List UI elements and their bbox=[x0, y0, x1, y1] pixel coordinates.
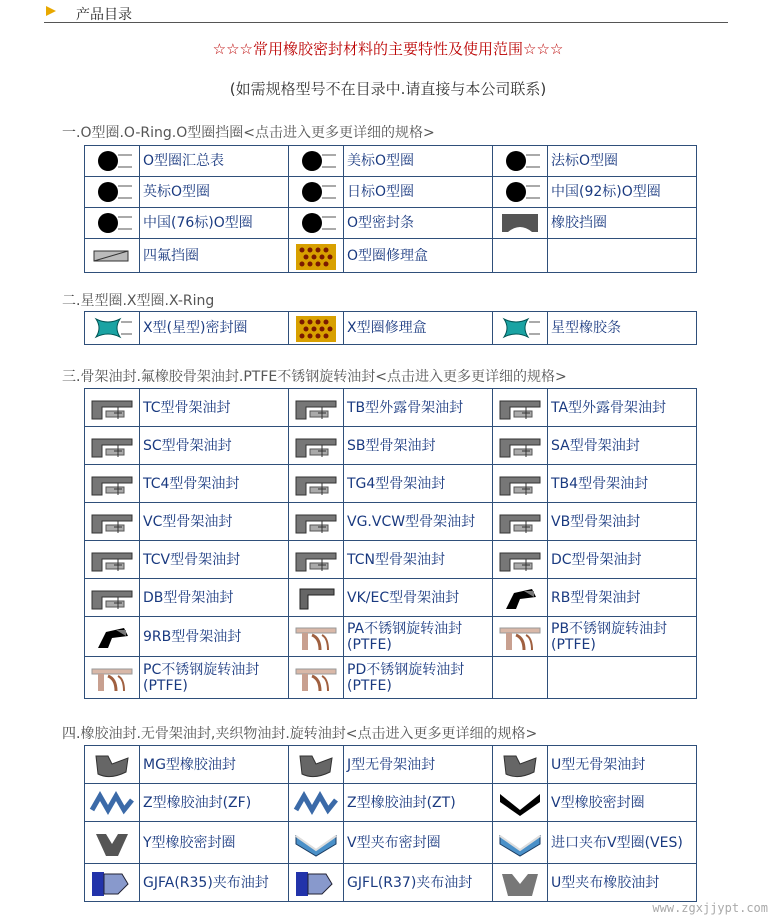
product-link[interactable]: Z型橡胶油封(ZF) bbox=[140, 784, 289, 822]
product-link[interactable]: PB不锈钢旋转油封(PTFE) bbox=[548, 617, 697, 657]
v-seal-icon bbox=[496, 788, 544, 818]
product-image-cell[interactable] bbox=[85, 177, 140, 208]
oil-seal-icon bbox=[292, 431, 340, 461]
section-1-link[interactable]: O型圈.O-Ring.O型圈挡圈<点击进入更多更详细的规格> bbox=[80, 125, 435, 141]
oil-seal-icon bbox=[496, 431, 544, 461]
rubber-seal-icon bbox=[496, 750, 544, 780]
o-ring-icon bbox=[292, 146, 340, 176]
oil-seal-icon bbox=[292, 469, 340, 499]
product-image-cell[interactable] bbox=[85, 864, 140, 902]
section-2-label: 二. bbox=[62, 293, 81, 309]
section-1-table bbox=[84, 145, 697, 273]
product-link[interactable]: DB型骨架油封 bbox=[140, 579, 289, 617]
section-2-table bbox=[84, 311, 697, 345]
product-image-cell[interactable] bbox=[289, 864, 344, 902]
product-image-cell[interactable] bbox=[493, 579, 548, 617]
ptfe-ring-icon bbox=[88, 241, 136, 271]
product-link[interactable]: TB4型骨架油封 bbox=[548, 465, 697, 503]
product-image-cell[interactable] bbox=[289, 208, 344, 239]
product-image-cell[interactable] bbox=[289, 312, 344, 345]
product-image-cell[interactable] bbox=[493, 864, 548, 902]
product-image-cell[interactable] bbox=[85, 822, 140, 864]
product-image-cell[interactable] bbox=[85, 503, 140, 541]
product-link[interactable]: Y型橡胶密封圈 bbox=[140, 822, 289, 864]
table-row bbox=[85, 208, 697, 239]
ptfe-seal-icon bbox=[292, 663, 340, 693]
oil-seal-icon bbox=[88, 431, 136, 461]
empty-cell bbox=[548, 239, 697, 273]
x-ring-icon bbox=[88, 313, 136, 343]
table-row bbox=[85, 427, 697, 465]
o-ring-icon bbox=[292, 208, 340, 238]
section-1-title[interactable] bbox=[62, 122, 435, 142]
table-row bbox=[85, 177, 697, 208]
product-link[interactable]: 橡胶挡圈 bbox=[548, 208, 697, 239]
empty-cell bbox=[493, 657, 548, 699]
product-image-cell[interactable] bbox=[289, 784, 344, 822]
product-image-cell[interactable] bbox=[85, 208, 140, 239]
product-image-cell[interactable] bbox=[85, 617, 140, 657]
oil-seal-icon bbox=[88, 469, 136, 499]
empty-cell bbox=[493, 239, 548, 273]
product-image-cell[interactable] bbox=[289, 427, 344, 465]
table-row bbox=[85, 541, 697, 579]
product-link[interactable]: VK/EC型骨架油封 bbox=[344, 579, 493, 617]
product-image-cell[interactable] bbox=[289, 503, 344, 541]
backup-ring-icon bbox=[496, 208, 544, 238]
arrow-icon bbox=[46, 6, 56, 16]
product-link[interactable]: 英标O型圈 bbox=[140, 177, 289, 208]
product-image-cell[interactable] bbox=[289, 579, 344, 617]
zf-seal-icon bbox=[292, 788, 340, 818]
zf-seal-icon bbox=[88, 788, 136, 818]
o-ring-icon bbox=[496, 177, 544, 207]
product-link[interactable]: TB型外露骨架油封 bbox=[344, 389, 493, 427]
oil-seal-icon bbox=[292, 507, 340, 537]
product-image-cell[interactable] bbox=[289, 746, 344, 784]
section-3-link[interactable]: 骨架油封.氟橡胶骨架油封.PTFE不锈钢旋转油封<点击进入更多更详细的规格> bbox=[80, 369, 567, 385]
section-4-table bbox=[84, 745, 697, 902]
oil-seal-icon bbox=[88, 507, 136, 537]
oil-seal-icon bbox=[88, 583, 136, 613]
product-image-cell[interactable] bbox=[493, 465, 548, 503]
product-link[interactable]: 四氟挡圈 bbox=[140, 239, 289, 273]
section-4-title[interactable] bbox=[62, 723, 537, 743]
oil-seal-icon bbox=[88, 393, 136, 423]
product-link[interactable]: O型圈修理盒 bbox=[344, 239, 493, 273]
product-link[interactable]: VC型骨架油封 bbox=[140, 503, 289, 541]
product-image-cell[interactable] bbox=[493, 617, 548, 657]
ptfe-seal-icon bbox=[292, 622, 340, 652]
oil-seal-icon bbox=[496, 469, 544, 499]
product-image-cell[interactable] bbox=[85, 541, 140, 579]
product-image-cell[interactable] bbox=[493, 389, 548, 427]
table-row bbox=[85, 389, 697, 427]
product-image-cell[interactable] bbox=[289, 177, 344, 208]
table-row bbox=[85, 239, 697, 273]
repair-box-icon bbox=[292, 313, 340, 343]
product-image-cell[interactable] bbox=[289, 657, 344, 699]
section-3-label: 三. bbox=[62, 369, 81, 385]
product-image-cell[interactable] bbox=[493, 822, 548, 864]
v-fabric-icon bbox=[292, 828, 340, 858]
product-link[interactable]: MG型橡胶油封 bbox=[140, 746, 289, 784]
product-image-cell[interactable] bbox=[289, 239, 344, 273]
product-link[interactable]: TA型外露骨架油封 bbox=[548, 389, 697, 427]
product-link[interactable]: V型夹布密封圈 bbox=[344, 822, 493, 864]
product-link[interactable]: SA型骨架油封 bbox=[548, 427, 697, 465]
table-row bbox=[85, 657, 697, 699]
product-link[interactable]: TC型骨架油封 bbox=[140, 389, 289, 427]
product-image-cell[interactable] bbox=[85, 465, 140, 503]
product-image-cell[interactable] bbox=[289, 541, 344, 579]
product-link[interactable]: SB型骨架油封 bbox=[344, 427, 493, 465]
rb-seal-icon bbox=[88, 622, 136, 652]
section-2-link: 星型圈.X型圈.X-Ring bbox=[80, 293, 215, 309]
product-image-cell[interactable] bbox=[493, 746, 548, 784]
table-row bbox=[85, 312, 697, 345]
product-image-cell[interactable] bbox=[493, 146, 548, 177]
product-link[interactable]: TCV型骨架油封 bbox=[140, 541, 289, 579]
product-link[interactable]: 日标O型圈 bbox=[344, 177, 493, 208]
section-1-label: 一. bbox=[62, 125, 81, 141]
table-row bbox=[85, 784, 697, 822]
product-image-cell[interactable] bbox=[289, 465, 344, 503]
product-link[interactable]: PC不锈钢旋转油封(PTFE) bbox=[140, 657, 289, 699]
product-link[interactable]: 进口夹布V型圈(VES) bbox=[548, 822, 697, 864]
product-image-cell[interactable] bbox=[493, 208, 548, 239]
product-link[interactable]: TC4型骨架油封 bbox=[140, 465, 289, 503]
o-ring-icon bbox=[88, 146, 136, 176]
table-row bbox=[85, 579, 697, 617]
empty-cell bbox=[548, 657, 697, 699]
product-link[interactable]: O型圈汇总表 bbox=[140, 146, 289, 177]
product-image-cell[interactable] bbox=[85, 389, 140, 427]
product-image-cell[interactable] bbox=[289, 617, 344, 657]
product-link[interactable]: Z型橡胶油封(ZT) bbox=[344, 784, 493, 822]
product-image-cell[interactable] bbox=[289, 822, 344, 864]
product-link[interactable]: X型(星型)密封圈 bbox=[140, 312, 289, 345]
product-image-cell[interactable] bbox=[493, 177, 548, 208]
rubber-seal-icon bbox=[292, 750, 340, 780]
product-image-cell[interactable] bbox=[493, 541, 548, 579]
product-image-cell[interactable] bbox=[85, 784, 140, 822]
product-image-cell[interactable] bbox=[85, 239, 140, 273]
product-image-cell[interactable] bbox=[493, 427, 548, 465]
product-link[interactable]: TCN型骨架油封 bbox=[344, 541, 493, 579]
product-link[interactable]: RB型骨架油封 bbox=[548, 579, 697, 617]
section-3-table bbox=[84, 388, 697, 699]
fabric-oil-seal-icon bbox=[292, 868, 340, 898]
page-subtitle: (如需规格型号不在目录中.请直接与本公司联系) bbox=[229, 80, 547, 98]
header-title: 产品目录 bbox=[76, 7, 132, 23]
product-link[interactable]: TG4型骨架油封 bbox=[344, 465, 493, 503]
product-link[interactable]: U型无骨架油封 bbox=[548, 746, 697, 784]
watermark: www.zgxjjypt.com bbox=[652, 901, 768, 915]
table-row bbox=[85, 465, 697, 503]
product-image-cell[interactable] bbox=[85, 746, 140, 784]
oil-seal-icon bbox=[496, 507, 544, 537]
product-image-cell[interactable] bbox=[85, 427, 140, 465]
rubber-seal-icon bbox=[88, 750, 136, 780]
product-image-cell[interactable] bbox=[493, 503, 548, 541]
product-link[interactable]: 法标O型圈 bbox=[548, 146, 697, 177]
table-row bbox=[85, 864, 697, 902]
o-ring-icon bbox=[496, 146, 544, 176]
o-ring-icon bbox=[292, 177, 340, 207]
oil-seal-icon bbox=[496, 545, 544, 575]
o-ring-icon bbox=[88, 177, 136, 207]
product-image-cell[interactable] bbox=[85, 312, 140, 345]
rb-seal-icon bbox=[496, 583, 544, 613]
product-link[interactable]: O型密封条 bbox=[344, 208, 493, 239]
product-link[interactable]: 美标O型圈 bbox=[344, 146, 493, 177]
ptfe-seal-icon bbox=[88, 663, 136, 693]
table-row bbox=[85, 617, 697, 657]
catalog-header bbox=[44, 4, 728, 23]
product-image-cell[interactable] bbox=[289, 389, 344, 427]
product-link[interactable]: 中国(76标)O型圈 bbox=[140, 208, 289, 239]
product-link[interactable]: GJFL(R37)夹布油封 bbox=[344, 864, 493, 902]
product-link[interactable]: 中国(92标)O型圈 bbox=[548, 177, 697, 208]
l-seal-icon bbox=[292, 583, 340, 613]
oil-seal-icon bbox=[496, 393, 544, 423]
table-row bbox=[85, 146, 697, 177]
x-ring-icon bbox=[496, 313, 544, 343]
product-link[interactable]: V型橡胶密封圈 bbox=[548, 784, 697, 822]
product-link[interactable]: VG.VCW型骨架油封 bbox=[344, 503, 493, 541]
oil-seal-icon bbox=[292, 393, 340, 423]
section-4-label: 四. bbox=[62, 726, 81, 742]
product-image-cell[interactable] bbox=[85, 579, 140, 617]
product-image-cell[interactable] bbox=[85, 657, 140, 699]
oil-seal-icon bbox=[292, 545, 340, 575]
product-image-cell[interactable] bbox=[289, 146, 344, 177]
table-row bbox=[85, 503, 697, 541]
u-fabric-icon bbox=[496, 868, 544, 898]
product-link[interactable]: J型无骨架油封 bbox=[344, 746, 493, 784]
product-link[interactable]: PD不锈钢旋转油封(PTFE) bbox=[344, 657, 493, 699]
oil-seal-icon bbox=[88, 545, 136, 575]
o-ring-icon bbox=[88, 208, 136, 238]
product-link[interactable]: PA不锈钢旋转油封(PTFE) bbox=[344, 617, 493, 657]
v-fabric-icon bbox=[496, 828, 544, 858]
product-image-cell[interactable] bbox=[85, 146, 140, 177]
table-row bbox=[85, 746, 697, 784]
product-link[interactable]: VB型骨架油封 bbox=[548, 503, 697, 541]
repair-box-icon bbox=[292, 241, 340, 271]
product-link[interactable]: 星型橡胶条 bbox=[548, 312, 697, 345]
ptfe-seal-icon bbox=[496, 622, 544, 652]
page-title: ☆☆☆常用橡胶密封材料的主要特性及使用范围☆☆☆ bbox=[212, 40, 564, 58]
product-link[interactable]: SC型骨架油封 bbox=[140, 427, 289, 465]
product-image-cell[interactable] bbox=[493, 312, 548, 345]
product-link[interactable]: DC型骨架油封 bbox=[548, 541, 697, 579]
fabric-oil-seal-icon bbox=[88, 868, 136, 898]
y-seal-icon bbox=[88, 828, 136, 858]
section-2-title bbox=[62, 290, 214, 310]
table-row bbox=[85, 822, 697, 864]
product-link[interactable]: X型圈修理盒 bbox=[344, 312, 493, 345]
product-link[interactable]: 9RB型骨架油封 bbox=[140, 617, 289, 657]
section-4-link[interactable]: 橡胶油封.无骨架油封,夹织物油封.旋转油封<点击进入更多更详细的规格> bbox=[80, 726, 538, 742]
section-3-title[interactable] bbox=[62, 366, 567, 386]
product-link[interactable]: GJFA(R35)夹布油封 bbox=[140, 864, 289, 902]
product-image-cell[interactable] bbox=[493, 784, 548, 822]
product-link[interactable]: U型夹布橡胶油封 bbox=[548, 864, 697, 902]
